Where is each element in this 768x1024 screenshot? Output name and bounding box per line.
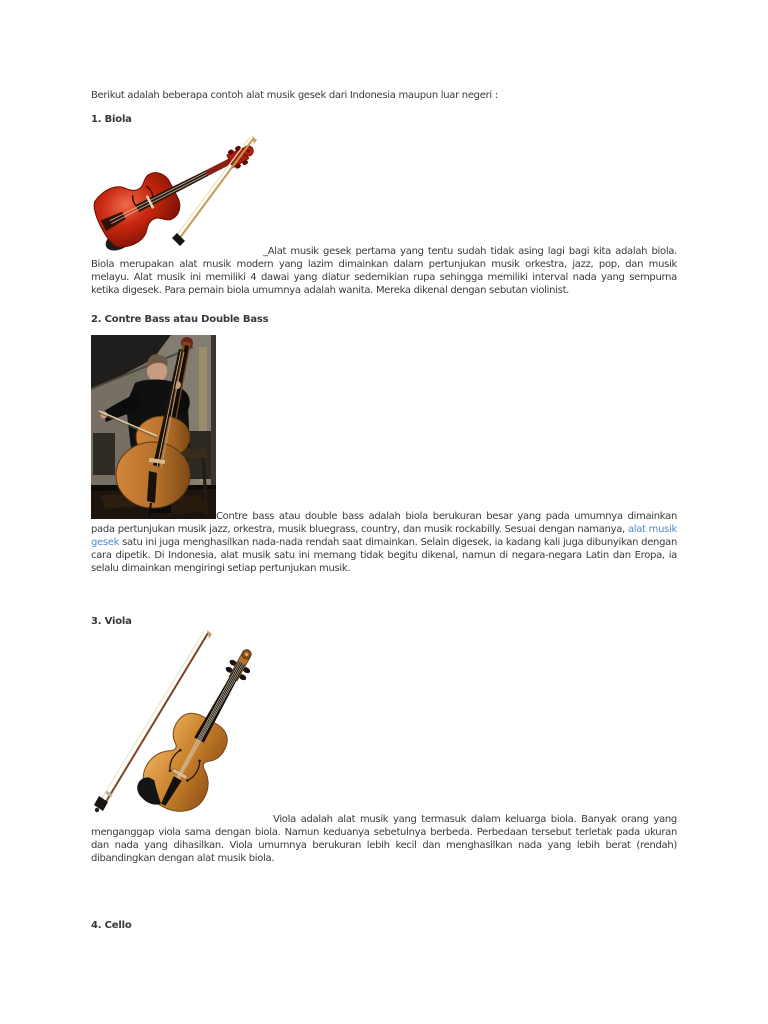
section-3-paragraph bbox=[91, 629, 677, 865]
viola-image bbox=[91, 629, 273, 822]
alat-musik-gesek-link[interactable]: alat musik gesek bbox=[91, 524, 677, 548]
section-2-text-before-link: Contre bass atau double bass adalah biola berukuran besar yang pada umumnya dimainkan pada pertunjukan musik jazz, orkestra, musik bluegrass, country, dan musik rockabilly. Sesuai dengan namanya, bbox=[91, 511, 677, 535]
double-bass-image bbox=[91, 335, 216, 519]
section-2-paragraph bbox=[91, 335, 677, 575]
section-3-text: Viola adalah alat musik yang termasuk dalam keluarga biola. Banyak orang yang menganggap viola sama dengan biola. Namun keduanya sebetulnya berbeda. Perbedaan tersebut terletak pada ukuran dan nada yang dihasilkan. Viola umumnya berukuran lebih kecil dan menghasilkan nada yang lebih berat (rendah) dibandingkan dengan alat musik biola. bbox=[91, 814, 677, 864]
section-1-text: _Alat musik gesek pertama yang tentu sudah tidak asing lagi bagi kita adalah biola. Biola merupakan alat musik modern yang lazim dimainkan dalam pertunjukan musik orkestra, jazz, pop, dan musik melayu. Alat musik ini memiliki 4 dawai yang diatur sedemikian rupa sehingga memiliki interval nada yang sempurna ketika digesek. Para pemain biola umumnya adalah wanita. Mereka dikenal dengan sebutan violinist. bbox=[91, 246, 677, 296]
section-1-paragraph bbox=[91, 130, 677, 297]
section-1-heading: 1. Biola bbox=[91, 114, 132, 125]
section-2-heading: 2. Contre Bass atau Double Bass bbox=[91, 314, 269, 325]
section-3-heading: 3. Viola bbox=[91, 616, 132, 627]
intro-text: Berikut adalah beberapa contoh alat musik gesek dari Indonesia maupun luar negeri : bbox=[91, 90, 498, 101]
violin-image bbox=[91, 130, 263, 254]
section-4-heading: 4. Cello bbox=[91, 920, 132, 931]
section-2-text-after-link: satu ini juga menghasilkan nada-nada rendah saat dimainkan. Selain digesek, ia kadang kali juga dibunyikan dengan cara dipetik. Di Indonesia, alat musik satu ini memang tidak begitu dikenal, namun di negara-negara Latin dan Eropa, ia selalu dimainkan mengiringi setiap pertunjukan musik. bbox=[91, 537, 677, 574]
